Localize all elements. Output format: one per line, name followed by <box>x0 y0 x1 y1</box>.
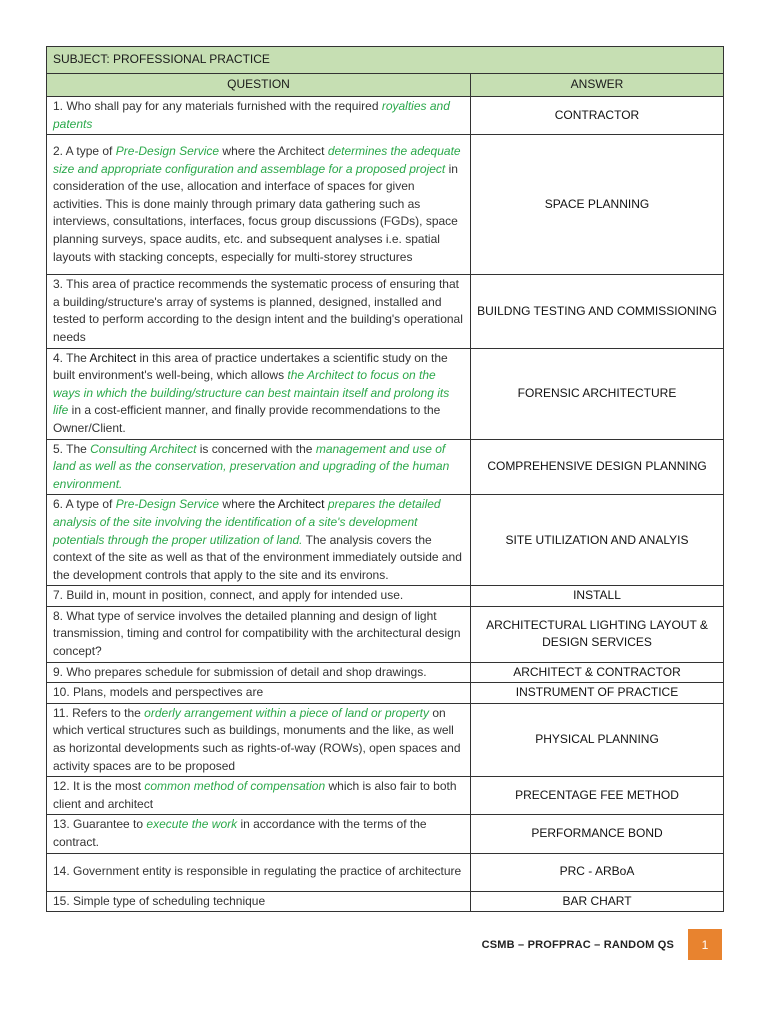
answer-cell: COMPREHENSIVE DESIGN PLANNING <box>471 439 724 495</box>
question-text-segment: The analysis covers the context of the site as well as that of the environment immediately outside and the development controls that apply to the site and its environs. <box>53 532 462 582</box>
question-text-segment: Consulting Architect <box>90 441 197 456</box>
question-text-segment: 9. Who prepares schedule for submission of detail and shop drawings. <box>53 664 427 679</box>
answer-cell: SITE UTILIZATION AND ANALYIS <box>471 495 724 586</box>
table-row <box>47 683 724 704</box>
answer-cell: PRECENTAGE FEE METHOD <box>471 777 724 815</box>
answer-cell: ARCHITECT & CONTRACTOR <box>471 662 724 683</box>
question-text-segment: 4. The <box>53 350 90 365</box>
question-text-segment: 15. Simple type of scheduling technique <box>53 893 266 908</box>
question-text-segment: in a cost-efficient manner, and finally provide recommendations to the Owner/Client. <box>53 403 441 435</box>
question-cell <box>47 703 471 776</box>
question-text-segment: in accordance with the terms of the contract. <box>53 817 427 849</box>
question-text-segment: royalties and patents <box>53 99 450 131</box>
question-text-segment: where the Architect <box>219 144 328 159</box>
question-cell <box>47 683 471 704</box>
qa-table <box>46 46 724 912</box>
table-row <box>47 891 724 912</box>
answer-cell: BUILDNG TESTING AND COMMISSIONING <box>471 275 724 348</box>
question-text-segment: Pre-Design Service <box>115 144 220 159</box>
question-text-segment: 3. This area of practice recommends the systematic process of ensuring that a building/structure's array of systems is planned, designed, installed and tested to perform according to the design intent and the building's operational needs <box>53 277 463 344</box>
question-text-segment: 2. A type of <box>53 144 116 159</box>
answer-cell: SPACE PLANNING <box>471 135 724 275</box>
table-row <box>47 97 724 135</box>
table-row <box>47 777 724 815</box>
question-cell <box>47 439 471 495</box>
question-text-segment: 13. Guarantee to <box>53 817 147 832</box>
question-text-segment: the Architect to focus on the ways in which the building/structure can best maintain itself and prolong its life <box>53 368 450 418</box>
answer-cell: BAR CHART <box>471 891 724 912</box>
question-text-segment: 10. Plans, models and perspectives are <box>53 685 264 700</box>
question-text-segment: 8. What type of service involves the detailed planning and design of light transmission, timing and control for compatibility with the architectural design concept? <box>53 608 461 659</box>
answer-cell: INSTALL <box>471 586 724 607</box>
question-cell <box>47 891 471 912</box>
table-row <box>47 703 724 776</box>
answer-cell: PHYSICAL PLANNING <box>471 703 724 776</box>
question-text-segment: determines the adequate size and appropriate configuration and assemblage for a proposed project <box>53 144 461 176</box>
answer-cell: PRC - ARBoA <box>471 853 724 891</box>
table-row <box>47 815 724 853</box>
question-text-segment: 5. The <box>53 441 91 456</box>
table-row <box>47 853 724 891</box>
question-text-segment: orderly arrangement within a piece of land or property <box>144 705 429 720</box>
table-row <box>47 135 724 275</box>
question-cell <box>47 586 471 607</box>
question-text-segment: Pre-Design Service <box>115 497 220 512</box>
question-text-segment: in consideration of the use, allocation and interface of spaces for given activities. This is done mainly through primary data gathering such as interviews, consultations, interfaces, focus group discussions (FGDs), space planning surveys, space audits, etc. and subsequent analyses i.e. spatial layouts with stacking concepts, especially for multi-storey structures <box>53 161 458 264</box>
question-cell <box>47 606 471 662</box>
question-text-segment: 7. Build in, mount in position, connect, and apply for intended use. <box>53 588 404 603</box>
question-text-segment: 6. A type of <box>53 497 116 512</box>
question-text-segment: execute the work <box>146 817 238 832</box>
question-text-segment: on which vertical structures such as buildings, monuments and the like, as well as horizontal developments such as rights-of-way (ROWs), open spaces and activity spaces are to be proposed <box>53 705 461 773</box>
answer-header: ANSWER <box>471 74 724 97</box>
table-row <box>47 495 724 586</box>
question-text-segment: 11. Refers to the <box>53 705 145 720</box>
question-text-segment: where <box>219 497 259 512</box>
answer-cell: CONTRACTOR <box>471 97 724 135</box>
question-cell <box>47 662 471 683</box>
qa-table-body <box>47 47 724 912</box>
footer-text: CSMB – PROFPRAC – RANDOM QS <box>481 938 674 951</box>
question-text-segment: is concerned with the <box>196 441 316 456</box>
answer-cell: FORENSIC ARCHITECTURE <box>471 348 724 439</box>
answer-cell: INSTRUMENT OF PRACTICE <box>471 683 724 704</box>
table-row <box>47 606 724 662</box>
question-text-segment: which is also fair to both client and architect <box>53 779 457 811</box>
question-cell <box>47 135 471 275</box>
question-text-segment: 1. Who shall pay for any materials furnished with the required <box>53 99 382 113</box>
table-row <box>47 439 724 495</box>
question-header: QUESTION <box>47 74 471 97</box>
subject-title: SUBJECT: PROFESSIONAL PRACTICE <box>47 47 724 74</box>
answer-cell: ARCHITECTURAL LIGHTING LAYOUT & DESIGN SERVICES <box>471 606 724 662</box>
question-cell <box>47 495 471 586</box>
answer-cell: PERFORMANCE BOND <box>471 815 724 853</box>
table-row <box>47 586 724 607</box>
table-row <box>47 275 724 348</box>
question-text-segment: 12. It is the most <box>53 779 145 794</box>
question-text-segment: 14. Government entity is responsible in regulating the practice of architecture <box>53 864 462 879</box>
question-text-segment: management and use of land as well as the conservation, preservation and upgrading of the human environment. <box>53 441 450 491</box>
question-text-segment: common method of compensation <box>144 779 326 794</box>
question-cell <box>47 348 471 439</box>
table-row <box>47 348 724 439</box>
question-cell <box>47 853 471 891</box>
question-cell <box>47 97 471 135</box>
question-text-segment: in this area of practice undertakes a scientific study on the built environment's well-being, which allows <box>53 350 448 383</box>
question-cell <box>47 777 471 815</box>
table-row <box>47 662 724 683</box>
subject-row <box>47 47 724 74</box>
header-row <box>47 74 724 97</box>
question-text-segment: the Architect <box>258 497 325 512</box>
page-footer <box>482 929 722 960</box>
question-cell <box>47 815 471 853</box>
page-number-badge: 1 <box>688 929 722 960</box>
question-text-segment: prepares the detailed analysis of the site involving the identification of a site's development potentials through the proper utilization of land. <box>53 497 441 547</box>
question-cell <box>47 275 471 348</box>
question-text-segment: Architect <box>89 350 137 365</box>
